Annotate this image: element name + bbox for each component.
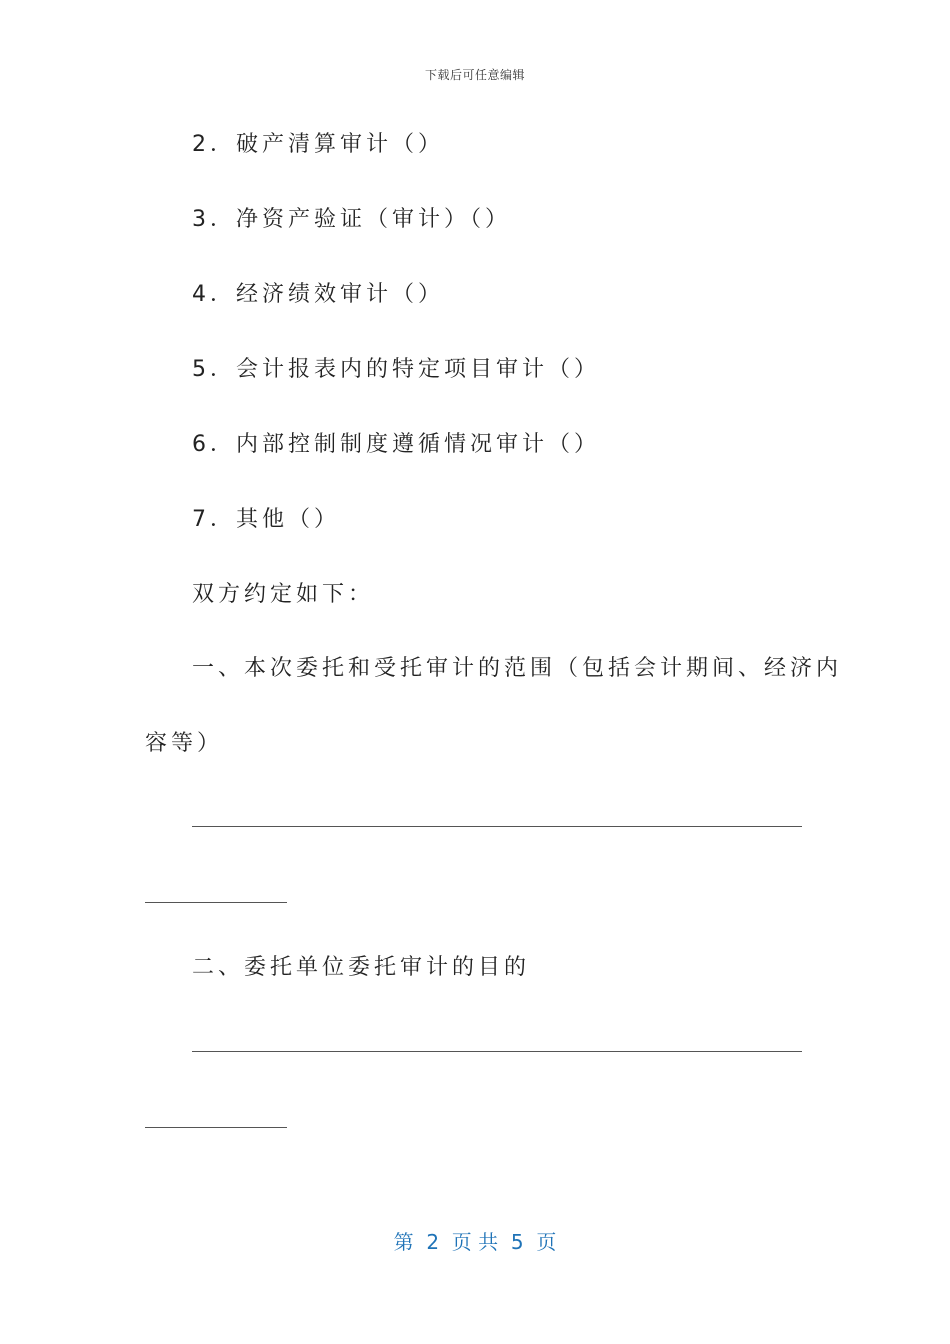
list-item-internal-control-audit: 6．内部控制制度遵循情况审计（） (192, 432, 600, 457)
fill-in-line (145, 1127, 287, 1128)
list-item-specific-item-audit: 5．会计报表内的特定项目审计（） (192, 357, 600, 382)
list-item-economic-performance-audit: 4．经济绩效审计（） (192, 282, 444, 307)
list-item-net-asset-verification: 3．净资产验证（审计）（） (192, 207, 511, 232)
section-one-heading-continued: 容等） (145, 731, 224, 756)
page-header-note: 下载后可任意编辑 (424, 68, 525, 82)
fill-in-line (192, 826, 802, 827)
section-two-heading: 二、委托单位委托审计的目的 (192, 955, 531, 980)
fill-in-line (192, 1051, 802, 1052)
page-number-footer: 第 2 页 共 5 页 (393, 1230, 557, 1254)
section-one-heading: 一、本次委托和受托审计的范围（包括会计期间、经济内 (192, 656, 843, 681)
list-item-bankruptcy-audit: 2．破产清算审计（） (192, 132, 444, 157)
fill-in-line (145, 902, 287, 903)
list-item-other: 7．其他（） (192, 507, 340, 532)
agreement-intro: 双方约定如下： (192, 582, 375, 607)
